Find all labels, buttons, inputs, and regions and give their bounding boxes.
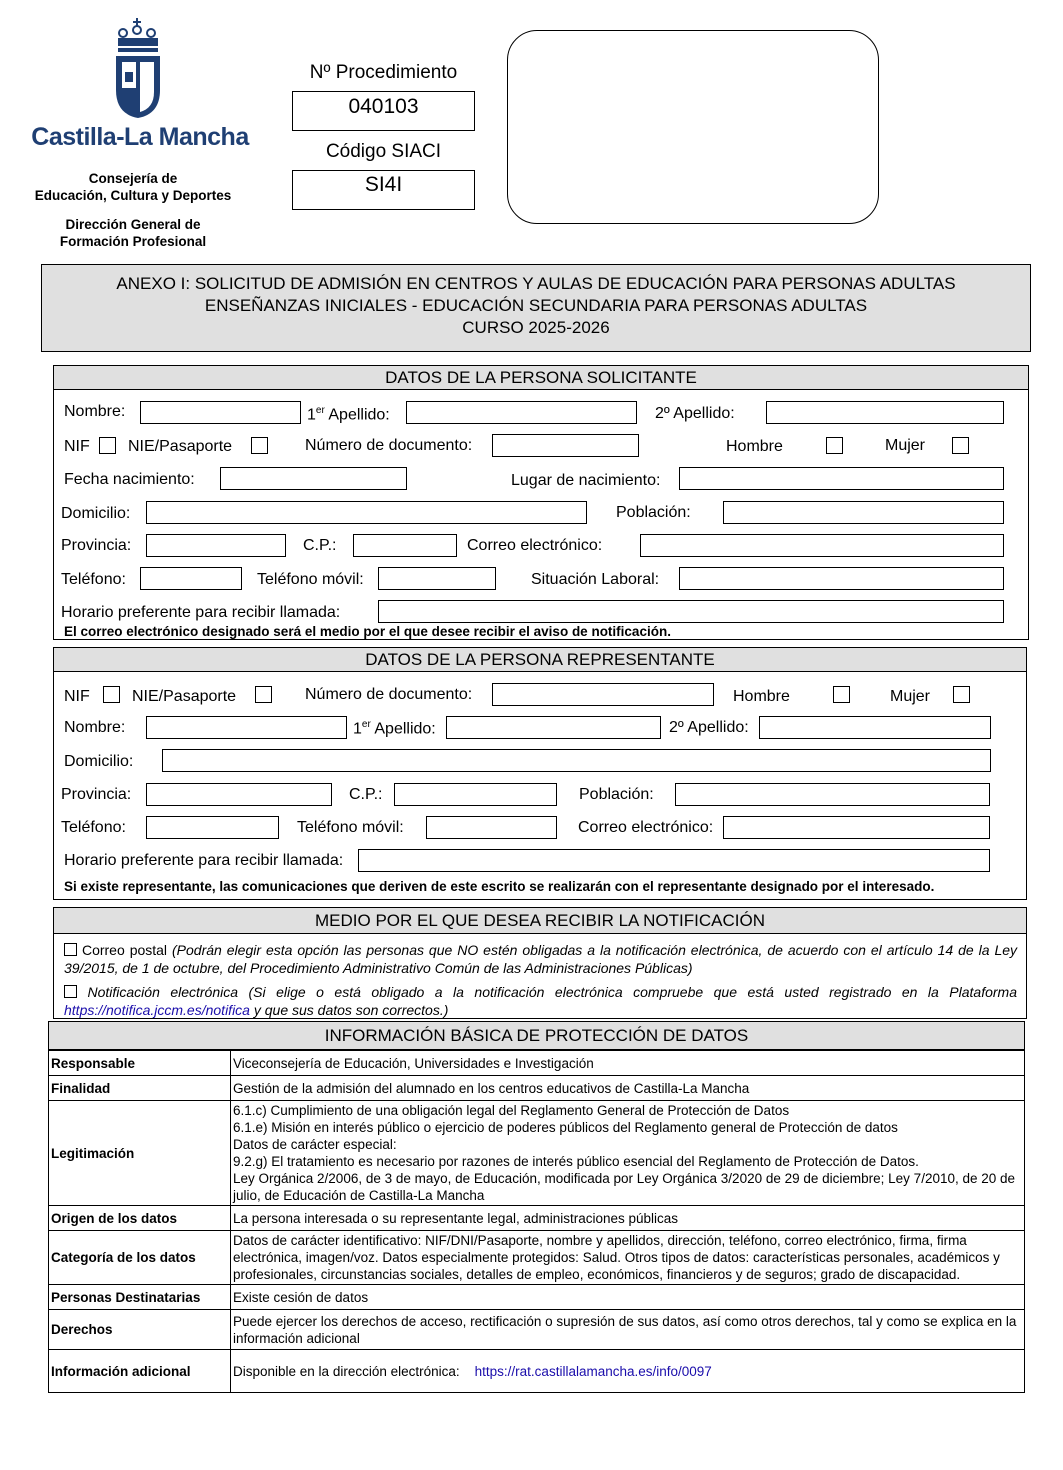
proteccion-heading: INFORMACIÓN BÁSICA DE PROTECCIÓN DE DATOS — [48, 1021, 1025, 1050]
sol-situacion-input[interactable] — [679, 567, 1004, 590]
dp-value: Datos de carácter identificativo: NIF/DNI/Pasaporte, nombre y apellidos, dirección, teléfono, correo electrónico, firma, firma electrónica, imagen/voz. Datos especialmente protegidos: Salud. Otros tipos de datos: características personales, académicos y profesionales, circunstancias sociales, detalles de empleo, económicos, financieros y de seguros; grado de discapacidad. — [231, 1231, 1025, 1285]
dp-value: Gestión de la admisión del alumnado en los centros educativos de Castilla-La Mancha — [231, 1076, 1025, 1101]
sol-mujer-checkbox[interactable] — [952, 437, 969, 454]
dp-line: Datos de carácter especial: — [233, 1137, 397, 1152]
proc-value: 040103 — [348, 95, 419, 118]
dp-key: Categoría de los datos — [49, 1231, 231, 1285]
title-line2: ENSEÑANZAS INICIALES - EDUCACIÓN SECUNDARIA PARA PERSONAS ADULTAS — [204, 296, 868, 315]
dp-key: Responsable — [49, 1051, 231, 1076]
notif-postal-text: (Podrán elegir esta opción las personas que NO estén obligadas a la notificación electrónica, de acuerdo con el artículo 14 de la Ley 39/2015, de 1 de octubre, del Procedimiento Administrativo Común de las Administraciones Públicas) — [64, 942, 1018, 976]
notificacion-heading: MEDIO POR EL QUE DESEA RECIBIR LA NOTIFICACIÓN — [54, 908, 1026, 934]
table-row — [49, 1285, 1025, 1310]
rep-provincia-label: Provincia: — [61, 786, 132, 803]
dp-line: Ley Orgánica 2/2006, de 3 de mayo, de Educación, modificada por Ley Orgánica 3/2020 de 29 de diciembre; Ley 7/2010, de 20 de julio, de Educación de Castilla-La Mancha — [233, 1171, 1016, 1203]
sol-mujer-label: Mujer — [885, 437, 926, 454]
rep-nombre-input[interactable] — [146, 716, 347, 739]
notif-electronica — [64, 983, 1017, 1019]
rep-movil-label: Teléfono móvil: — [297, 819, 404, 836]
rep-telefono-input[interactable] — [146, 816, 279, 839]
dp-line: 6.1.c) Cumplimiento de una obligación legal del Reglamento General de Protección de Datos — [233, 1103, 790, 1118]
proteccion-table — [48, 1050, 1025, 1393]
notif-postal-label: Correo postal — [81, 942, 168, 958]
sol-domicilio-input[interactable] — [146, 501, 587, 524]
sol-lugarnac-input[interactable] — [679, 467, 1004, 490]
sol-movil-input[interactable] — [378, 567, 496, 590]
dp-value — [231, 1350, 1025, 1393]
direccion-line1: Dirección General de — [65, 217, 201, 232]
rep-cp-label: C.P.: — [349, 786, 383, 803]
rep-nie-checkbox[interactable] — [255, 686, 272, 703]
sol-nif-checkbox[interactable] — [99, 437, 116, 454]
sol-apellido1-pre: 1 — [307, 406, 316, 424]
sol-fechanac-input[interactable] — [220, 467, 407, 490]
sol-apellido1-input[interactable] — [406, 401, 637, 424]
sol-hombre-label: Hombre — [726, 438, 783, 455]
sol-apellido1-label — [307, 405, 390, 424]
logo — [108, 18, 172, 122]
dp-line: 9.2.g) El tratamiento es necesario por razones de interés público esencial del Reglamento de Protección de Datos. — [233, 1154, 919, 1169]
table-row — [49, 1231, 1025, 1285]
sol-fechanac-label: Fecha nacimiento: — [64, 471, 195, 488]
rep-nombre-label: Nombre: — [64, 719, 126, 736]
sol-apellido2-label: 2º Apellido: — [655, 405, 735, 422]
direccion-general — [10, 216, 256, 250]
sol-situacion-label: Situación Laboral: — [531, 571, 660, 588]
rep-numdoc-input[interactable] — [492, 683, 714, 706]
rep-apellido1-sup: er — [361, 719, 371, 730]
sol-poblacion-input[interactable] — [723, 501, 1004, 524]
rep-mujer-checkbox[interactable] — [953, 686, 970, 703]
siaci-value: SI4I — [364, 173, 403, 196]
rep-telefono-label: Teléfono: — [61, 819, 126, 836]
dp-value: Existe cesión de datos — [231, 1285, 1025, 1310]
rep-hombre-checkbox[interactable] — [833, 686, 850, 703]
sol-movil-label: Teléfono móvil: — [257, 571, 364, 588]
sol-nombre-label: Nombre: — [64, 403, 126, 420]
rep-hombre-label: Hombre — [733, 688, 790, 705]
notif-platform-link[interactable]: https://notifica.jccm.es/notifica — [64, 1002, 250, 1018]
sol-hombre-checkbox[interactable] — [826, 437, 843, 454]
dp-value: La persona interesada o su representante legal, administraciones públicas — [231, 1206, 1025, 1231]
sol-lugarnac-label: Lugar de nacimiento: — [511, 472, 661, 489]
sol-telefono-input[interactable] — [140, 567, 242, 590]
sol-telefono-label: Teléfono: — [61, 571, 126, 588]
consejeria-line2: Educación, Cultura y Deportes — [34, 188, 232, 203]
dp-key: Personas Destinatarias — [49, 1285, 231, 1310]
sol-horario-input[interactable] — [378, 600, 1004, 623]
solicitante-heading: DATOS DE LA PERSONA SOLICITANTE — [54, 366, 1028, 390]
rep-apellido2-input[interactable] — [759, 716, 991, 739]
sol-nombre-input[interactable] — [140, 401, 301, 424]
rep-apellido2-label: 2º Apellido: — [669, 719, 749, 736]
notif-electronica-checkbox[interactable] — [64, 985, 77, 998]
sol-provincia-label: Provincia: — [61, 537, 132, 554]
consejeria — [10, 170, 256, 204]
notif-electronica-text: Notificación electrónica (Si elige o está obligado a la notificación electrónica compruebe que está usted registrado en la Plataforma — [87, 984, 1017, 1000]
siaci-label: Código SIACI — [325, 141, 442, 162]
form-title — [41, 264, 1031, 352]
dp-key: Información adicional — [49, 1350, 231, 1393]
sol-provincia-input[interactable] — [146, 534, 286, 557]
rep-cp-input[interactable] — [394, 783, 557, 806]
notif-electronica-tail: y que sus datos son correctos.) — [253, 1002, 449, 1018]
registry-stamp-box — [507, 30, 879, 224]
rep-poblacion-label: Población: — [579, 786, 654, 803]
rep-note: Si existe representante, las comunicaciones que deriven de este escrito se realizarán con el representante designado por el interesado. — [64, 879, 935, 894]
consejeria-line1: Consejería de — [88, 171, 178, 186]
dp-value: Puede ejercer los derechos de acceso, rectificación o supresión de sus datos, así como otros derechos, tal y como se explica en la información adicional — [231, 1310, 1025, 1350]
dp-info-link[interactable]: https://rat.castillalamancha.es/info/0097 — [474, 1363, 712, 1379]
rep-provincia-input[interactable] — [146, 783, 332, 806]
sol-note: El correo electrónico designado será el medio por el que desee recibir el aviso de notificación. — [64, 624, 671, 639]
rep-apellido1-input[interactable] — [446, 716, 661, 739]
rep-horario-input[interactable] — [358, 849, 990, 872]
notif-postal — [64, 941, 1017, 977]
table-row — [49, 1101, 1025, 1206]
sol-correo-input[interactable] — [640, 534, 1004, 557]
rep-apellido1-post: Apellido: — [370, 720, 436, 738]
sol-cp-label: C.P.: — [303, 537, 337, 554]
rep-nie-label: NIE/Pasaporte — [132, 688, 237, 705]
sol-nie-checkbox[interactable] — [251, 437, 268, 454]
rep-correo-label: Correo electrónico: — [578, 819, 714, 836]
rep-nif-checkbox[interactable] — [103, 686, 120, 703]
sol-poblacion-label: Población: — [616, 504, 691, 521]
sol-apellido1-sup: er — [315, 405, 325, 416]
rep-poblacion-input[interactable] — [675, 783, 990, 806]
castle-crown-icon — [108, 18, 172, 122]
rep-movil-input[interactable] — [426, 816, 557, 839]
title-line3: CURSO 2025-2026 — [462, 318, 610, 337]
proc-label: Nº Procedimiento — [309, 62, 458, 83]
rep-apellido1-label — [353, 719, 436, 738]
dp-line: 6.1.e) Misión en interés público o ejercicio de poderes públicos del Reglamento general de Protección de datos — [233, 1120, 898, 1135]
sol-cp-input[interactable] — [353, 534, 457, 557]
rep-nif-label: NIF — [64, 688, 90, 705]
rep-mujer-label: Mujer — [890, 688, 931, 705]
sol-nif-label: NIF — [64, 438, 90, 455]
dp-info-text: Disponible en la dirección electrónica: — [233, 1363, 460, 1379]
sol-nie-label: NIE/Pasaporte — [128, 438, 233, 455]
table-row — [49, 1350, 1025, 1393]
sol-apellido2-input[interactable] — [766, 401, 1004, 424]
direccion-line2: Formación Profesional — [59, 234, 207, 249]
table-row — [49, 1051, 1025, 1076]
notif-postal-checkbox[interactable] — [64, 943, 77, 956]
title-line1: ANEXO I: SOLICITUD DE ADMISIÓN EN CENTROS Y AULAS DE EDUCACIÓN PARA PERSONAS ADULTAS — [116, 274, 956, 293]
dp-value: Viceconsejería de Educación, Universidades e Investigación — [231, 1051, 1025, 1076]
table-row — [49, 1310, 1025, 1350]
rep-domicilio-label: Domicilio: — [64, 753, 134, 770]
dp-key: Derechos — [49, 1310, 231, 1350]
rep-apellido1-pre: 1 — [353, 720, 362, 738]
sol-apellido1-post: Apellido: — [324, 406, 390, 424]
sol-correo-label: Correo electrónico: — [467, 537, 603, 554]
sol-horario-label: Horario preferente para recibir llamada: — [61, 604, 341, 621]
rep-numdoc-label: Número de documento: — [305, 686, 473, 703]
rep-correo-input[interactable] — [723, 816, 990, 839]
org-name: Castilla-La Mancha — [31, 123, 249, 151]
dp-key: Origen de los datos — [49, 1206, 231, 1231]
sol-domicilio-label: Domicilio: — [61, 505, 131, 522]
rep-domicilio-input[interactable] — [162, 749, 991, 772]
table-row — [49, 1206, 1025, 1231]
dp-value — [231, 1101, 1025, 1206]
sol-numdoc-input[interactable] — [492, 434, 639, 457]
sol-numdoc-label: Número de documento: — [305, 437, 473, 454]
rep-horario-label: Horario preferente para recibir llamada: — [64, 852, 344, 869]
representante-heading: DATOS DE LA PERSONA REPRESENTANTE — [54, 648, 1026, 672]
table-row — [49, 1076, 1025, 1101]
dp-key: Legitimación — [49, 1101, 231, 1206]
dp-key: Finalidad — [49, 1076, 231, 1101]
